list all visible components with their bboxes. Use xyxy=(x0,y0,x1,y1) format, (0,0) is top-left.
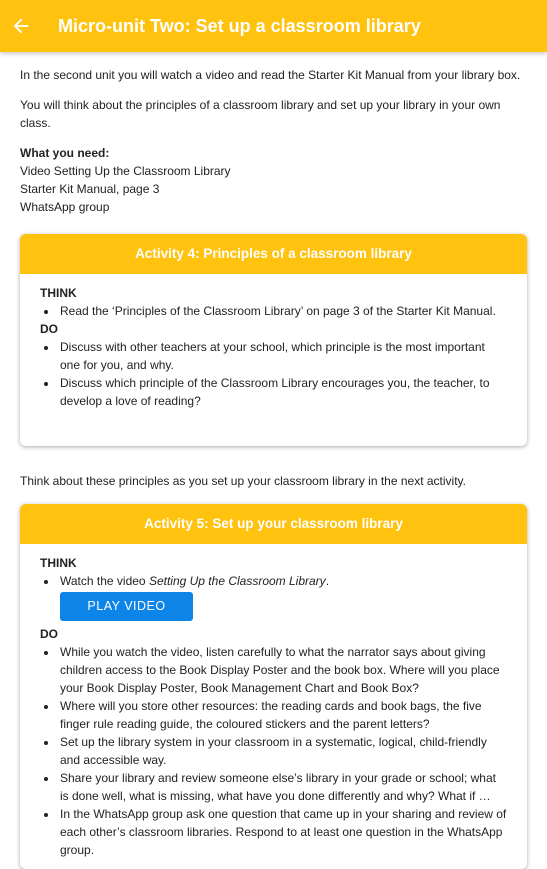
arrow-back-icon[interactable] xyxy=(10,15,32,37)
need-item: Starter Kit Manual, page 3 xyxy=(20,182,160,196)
do-list xyxy=(40,338,507,410)
activity-5-card xyxy=(20,504,527,869)
between-text: Think about these principles as you set up your classroom library in the next activity. xyxy=(20,474,466,488)
activity-4-card xyxy=(20,234,527,446)
video-title: Setting Up the Classroom Library xyxy=(148,574,326,588)
page-title: Micro-unit Two: Set up a classroom library xyxy=(58,15,421,36)
activity-5-title: Activity 5: Set up your classroom library xyxy=(20,504,527,544)
think-suffix: . xyxy=(325,574,330,588)
list-item: • While you watch the video, listen carefully to what the narrator says about giving children access to the Book Display Poster and the book box. Where will you place your Book Display Poster, Book Management Chart and Book Box? xyxy=(58,643,507,697)
need-item: Video Setting Up the Classroom Library xyxy=(20,164,231,178)
intro-paragraph-1: In the second unit you will watch a video and read the Starter Kit Manual from your library box. xyxy=(20,68,521,82)
do-list xyxy=(40,643,507,859)
list-item xyxy=(58,572,507,590)
activity-4-body xyxy=(20,274,527,446)
think-list xyxy=(40,302,507,320)
list-item: • Set up the library system in your classroom in a systematic, logical, child-friendly and accessible way. xyxy=(58,733,507,769)
think-label: THINK xyxy=(40,286,77,300)
think-prefix: Watch the video xyxy=(60,574,149,588)
activity-4-title: Activity 4: Principles of a classroom library xyxy=(20,234,527,274)
need-item: WhatsApp group xyxy=(20,200,110,214)
think-label: THINK xyxy=(40,556,77,570)
think-list xyxy=(40,572,507,590)
do-label: DO xyxy=(40,627,58,641)
list-item: • Read the ‘Principles of the Classroom Library’ on page 3 of the Starter Kit Manual. xyxy=(58,302,507,320)
play-video-button[interactable]: PLAY VIDEO xyxy=(60,592,193,621)
app-bar xyxy=(0,0,547,52)
list-item: • Where will you store other resources: the reading cards and book bags, the five finger rule reading guide, the coloured stickers and the parent letters? xyxy=(58,697,507,733)
intro-paragraph-2: You will think about the principles of a classroom library and set up your library in your own class. xyxy=(20,98,501,130)
needs-heading: What you need: xyxy=(20,146,110,160)
do-label: DO xyxy=(40,322,58,336)
list-item: • Discuss with other teachers at your school, which principle is the most important one for you, and why. xyxy=(58,338,507,374)
list-item: • Discuss which principle of the Classroom Library encourages you, the teacher, to develop a love of reading? xyxy=(58,374,507,410)
list-item: • In the WhatsApp group ask one question that came up in your sharing and review of each other’s classroom libraries. Respond to at least one question in the WhatsApp group. xyxy=(58,805,507,859)
main-content xyxy=(0,52,547,869)
activity-5-body xyxy=(20,544,527,869)
list-item: • Share your library and review someone else’s library in your grade or school; what is done well, what is missing, what have you done differently and why? What if … xyxy=(58,769,507,805)
